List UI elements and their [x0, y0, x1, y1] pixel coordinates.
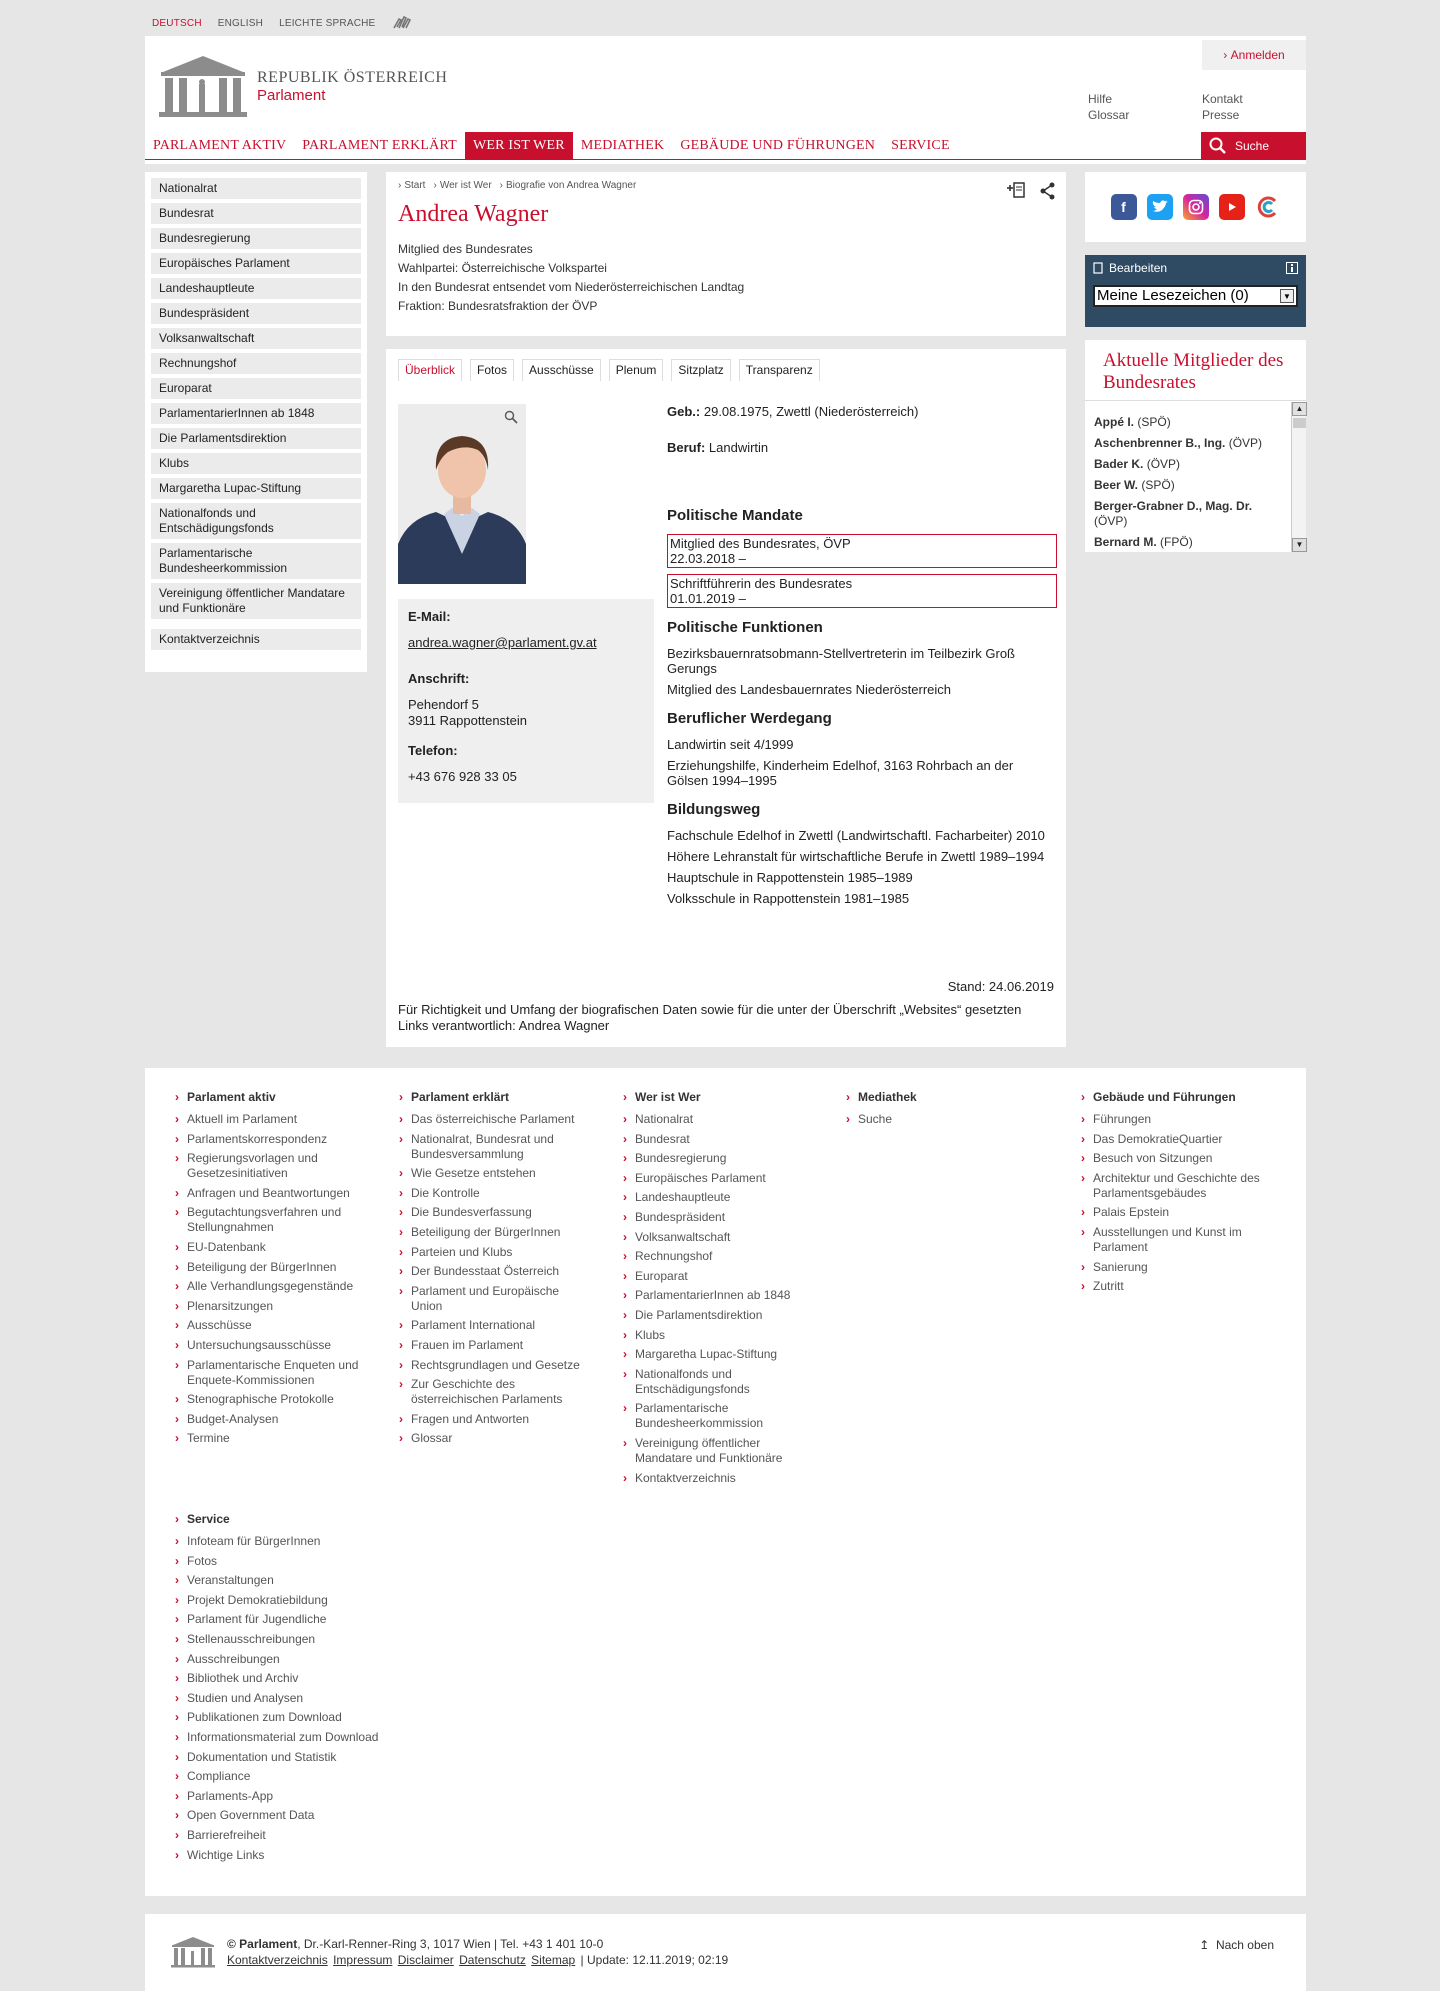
- footer-link[interactable]: › Frauen im Parlament: [411, 1338, 591, 1353]
- footer-link[interactable]: › Ausschreibungen: [187, 1652, 407, 1667]
- bio-line-role: Mitglied des Bundesrates: [398, 242, 533, 256]
- sidebar-item-bundesrat[interactable]: Bundesrat: [151, 203, 361, 224]
- lang-easy[interactable]: LEICHTE SPRACHE: [279, 18, 376, 29]
- site-header: [145, 36, 1306, 164]
- mandates-title: Politische Mandate: [667, 507, 803, 524]
- lang-english[interactable]: ENGLISH: [217, 18, 264, 29]
- footer-link[interactable]: › Bundesrat: [635, 1132, 805, 1147]
- last-updated: Stand: 24.06.2019: [947, 979, 1054, 994]
- tab-fotos[interactable]: Fotos: [470, 359, 514, 381]
- tab-ueberblick[interactable]: Überblick: [398, 359, 462, 381]
- footer-link[interactable]: › Parlamentskorrespondenz: [187, 1132, 367, 1147]
- footer-link[interactable]: › Bundespräsident: [635, 1210, 805, 1225]
- tab-sitzplatz[interactable]: Sitzplatz: [671, 359, 730, 381]
- footer-link[interactable]: › Fragen und Antworten: [411, 1412, 591, 1427]
- footer-link[interactable]: › Fotos: [187, 1554, 407, 1569]
- parliament-app-icon[interactable]: [1255, 194, 1281, 220]
- footer-link[interactable]: › Klubs: [635, 1328, 805, 1343]
- footer-link[interactable]: › Margaretha Lupac-Stiftung: [635, 1347, 805, 1362]
- bio-content: [386, 349, 1066, 1047]
- sidebar-nav: [145, 172, 367, 672]
- parliament-building-icon: [171, 1936, 215, 1968]
- footer-link[interactable]: › Europarat: [635, 1269, 805, 1284]
- footer-link[interactable]: › Stellenausschreibungen: [187, 1632, 407, 1647]
- footer-link[interactable]: › Suche: [858, 1112, 1008, 1127]
- footer-heading[interactable]: › Parlament erklärt: [411, 1090, 591, 1105]
- footer-link[interactable]: › Besuch von Sitzungen: [1093, 1151, 1263, 1166]
- parliament-logo[interactable]: [159, 54, 447, 118]
- nav-gebaeude[interactable]: GEBÄUDE UND FÜHRUNGEN: [680, 137, 876, 153]
- members-scrollbar[interactable]: [1291, 402, 1306, 552]
- education-item: Fachschule Edelhof in Zwettl (Landwirtschaftl. Facharbeiter) 2010: [667, 828, 1045, 843]
- sidebar-item-rechnungshof[interactable]: Rechnungshof: [151, 353, 361, 374]
- page-title: Andrea Wagner: [398, 201, 549, 227]
- education-title: Bildungsweg: [667, 801, 761, 818]
- address-label: Anschrift:: [408, 671, 470, 686]
- contact-box: [398, 599, 654, 803]
- phone-label: Telefon:: [408, 743, 458, 758]
- footer-link[interactable]: › Nationalrat: [635, 1112, 805, 1127]
- bio-tabs: [398, 359, 820, 381]
- portrait-image: [398, 404, 526, 584]
- bookmarks-select-value: Meine Lesezeichen (0): [1097, 287, 1249, 304]
- bookmark-icon: [1093, 262, 1103, 274]
- footer-heading[interactable]: › Gebäude und Führungen: [1093, 1090, 1263, 1105]
- profession-label: Beruf:: [667, 440, 706, 455]
- email-link[interactable]: andrea.wagner@parlament.gv.at: [408, 635, 597, 650]
- sidebar-item-bundesheerkommission[interactable]: Parlamentarische Bundesheerkommission: [151, 543, 361, 579]
- email-label: E-Mail:: [408, 609, 451, 624]
- sidebar-item-parlamentarier[interactable]: ParlamentarierInnen ab 1848: [151, 403, 361, 424]
- tab-plenum[interactable]: Plenum: [609, 359, 664, 381]
- member-item[interactable]: Beer W. (SPÖ): [1094, 478, 1175, 492]
- sidebar-item-landeshauptleute[interactable]: Landeshauptleute: [151, 278, 361, 299]
- footer-link[interactable]: › Untersuchungsausschüsse: [187, 1338, 367, 1353]
- sidebar-item-vereinigung[interactable]: Vereinigung öffentlicher Mandatare und Funktionäre: [151, 583, 361, 619]
- footer-link[interactable]: › Parteien und Klubs: [411, 1245, 591, 1260]
- tab-ausschuesse[interactable]: Ausschüsse: [522, 359, 601, 381]
- sidebar-item-europarat[interactable]: Europarat: [151, 378, 361, 399]
- footer-link[interactable]: › Zur Geschichte des österreichischen Parlaments: [411, 1377, 591, 1407]
- parliament-building-icon: [159, 54, 247, 118]
- footer-link[interactable]: › Parlament für Jugendliche: [187, 1612, 407, 1627]
- footer-sitemap: [145, 1068, 1306, 1896]
- search-button[interactable]: [1201, 132, 1306, 160]
- footer-link-kontaktverzeichnis[interactable]: Kontaktverzeichnis: [227, 1953, 328, 1967]
- bio-line-delegation: In den Bundesrat entsendet vom Niederösterreichischen Landtag: [398, 280, 745, 294]
- arrow-up-icon: ↥: [1199, 1938, 1210, 1952]
- page-footer: [145, 1914, 1306, 1991]
- language-bar: [152, 14, 413, 33]
- footer-link[interactable]: › Rechtsgrundlagen und Gesetze: [411, 1358, 591, 1373]
- education-item: Volksschule in Rappottenstein 1981–1985: [667, 891, 910, 906]
- help-link[interactable]: Hilfe: [1088, 92, 1113, 106]
- member-item[interactable]: Aschenbrenner B., Ing. (ÖVP): [1094, 436, 1263, 450]
- footer-link[interactable]: › Die Parlamentsdirektion: [635, 1308, 805, 1323]
- address-line2: 3911 Rappottenstein: [408, 713, 528, 728]
- footer-col-mediathek: [858, 1090, 1008, 1132]
- footer-link[interactable]: › Zutritt: [1093, 1279, 1263, 1294]
- education-item: Höhere Lehranstalt für wirtschaftliche Berufe in Zwettl 1989–1994: [667, 849, 1045, 864]
- scroll-thumb[interactable]: [1293, 418, 1306, 428]
- bookmarks-select[interactable]: [1093, 285, 1298, 307]
- bio-line-party: Wahlpartei: Österreichische Volkspartei: [398, 261, 607, 275]
- footer-link[interactable]: › Die Bundesverfassung: [411, 1205, 591, 1220]
- instagram-icon[interactable]: [1183, 194, 1209, 220]
- responsibility-note: Für Richtigkeit und Umfang der biografischen Daten sowie für die unter der Überschrift „Websites“ gesetzten Links verantwortlich: Andrea Wagner: [398, 1002, 1022, 1033]
- back-to-top-label: Nach oben: [1215, 1938, 1274, 1952]
- footer-link[interactable]: › Parlamentarische Enqueten und Enquete-Kommissionen: [187, 1358, 367, 1388]
- footer-link[interactable]: › Open Government Data: [187, 1808, 407, 1823]
- back-to-top-link[interactable]: [1199, 1938, 1274, 1952]
- footer-link[interactable]: › Beteiligung der BürgerInnen: [187, 1260, 367, 1275]
- birth-label: Geb.:: [667, 404, 701, 419]
- footer-link[interactable]: › Sanierung: [1093, 1260, 1263, 1275]
- nav-service[interactable]: SERVICE: [891, 137, 950, 153]
- bio-facts: [667, 404, 1057, 912]
- breadcrumb-start[interactable]: › Start: [398, 180, 425, 191]
- footer-col-parlament-erklaert: [411, 1090, 591, 1451]
- sign-language-icon[interactable]: [391, 14, 413, 33]
- tab-transparenz[interactable]: Transparenz: [739, 359, 820, 381]
- chevron-down-icon: ▼: [1280, 289, 1294, 303]
- breadcrumb-current: › Biografie von Andrea Wagner: [500, 180, 637, 191]
- footer-update: | Update: 12.11.2019; 02:19: [580, 1953, 729, 1967]
- footer-link[interactable]: › Bundesregierung: [635, 1151, 805, 1166]
- twitter-icon[interactable]: [1147, 194, 1173, 220]
- birth-value: 29.08.1975, Zwettl (Niederösterreich): [703, 404, 919, 419]
- footer-link[interactable]: › Projekt Demokratiebildung: [187, 1593, 407, 1608]
- login-label: Anmelden: [1230, 48, 1285, 62]
- footer-link[interactable]: › Budget-Analysen: [187, 1412, 367, 1427]
- facebook-icon[interactable]: f: [1111, 194, 1137, 220]
- footer-link[interactable]: › Plenarsitzungen: [187, 1299, 367, 1314]
- footer-link[interactable]: › Nationalfonds und Entschädigungsfonds: [635, 1367, 805, 1397]
- footer-link[interactable]: › Publikationen zum Download: [187, 1710, 407, 1725]
- sidebar-item-nationalfonds[interactable]: Nationalfonds und Entschädigungsfonds: [151, 503, 361, 539]
- share-icon[interactable]: [1040, 182, 1056, 200]
- footer-link-datenschutz[interactable]: Datenschutz: [459, 1953, 526, 1967]
- footer-link[interactable]: › EU-Datenbank: [187, 1240, 367, 1255]
- search-label: Suche: [1235, 139, 1270, 153]
- footer-link[interactable]: › Begutachtungsverfahren und Stellungnahmen: [187, 1205, 367, 1235]
- footer-link[interactable]: › Wichtige Links: [187, 1848, 407, 1863]
- logo-title: REPUBLIK ÖSTERREICH: [257, 68, 448, 86]
- footer-link[interactable]: › Studien und Analysen: [187, 1691, 407, 1706]
- footer-link[interactable]: › Nationalrat, Bundesrat und Bundesversammlung: [411, 1132, 591, 1162]
- footer-col-gebaeude: [1093, 1090, 1263, 1299]
- youtube-icon[interactable]: [1219, 194, 1245, 220]
- mandate-item[interactable]: [667, 534, 1057, 568]
- press-link[interactable]: Presse: [1202, 108, 1240, 122]
- bio-line-fraction: Fraktion: Bundesratsfraktion der ÖVP: [398, 299, 598, 313]
- address-line1: Pehendorf 5: [408, 697, 479, 712]
- nav-mediathek[interactable]: MEDIATHEK: [580, 137, 665, 153]
- footer-link[interactable]: › Bibliothek und Archiv: [187, 1671, 407, 1686]
- members-title: Aktuelle Mitglieder des Bundesrates: [1085, 340, 1306, 401]
- sidebar-item-kontaktverzeichnis[interactable]: Kontaktverzeichnis: [151, 629, 361, 650]
- footer-link[interactable]: › Parlament International: [411, 1318, 591, 1333]
- members-list: [1085, 401, 1288, 549]
- sidebar-item-parlamentsdirektion[interactable]: Die Parlamentsdirektion: [151, 428, 361, 449]
- function-item: Mitglied des Landesbauernrates Niederösterreich: [667, 682, 951, 697]
- social-links: [1085, 172, 1306, 242]
- login-button[interactable]: [1202, 40, 1306, 70]
- profession-value: Landwirtin: [708, 440, 769, 455]
- footer-link[interactable]: › Rechnungshof: [635, 1249, 805, 1264]
- footer-link[interactable]: › Anfragen und Beantwortungen: [187, 1186, 367, 1201]
- footer-link[interactable]: › Informationsmaterial zum Download: [187, 1730, 407, 1745]
- footer-link[interactable]: › Parlament und Europäische Union: [411, 1284, 591, 1314]
- function-item: Bezirksbauernratsobmann-Stellvertreterin im Teilbezirk Groß Gerungs: [667, 646, 1015, 676]
- footer-link[interactable]: › Glossar: [411, 1431, 591, 1446]
- career-item: Erziehungshilfe, Kinderheim Edelhof, 3163 Rohrbach an der Gölsen 1994–1995: [667, 758, 1014, 788]
- footer-link[interactable]: › Ausstellungen und Kunst im Parlament: [1093, 1225, 1263, 1255]
- chevron-right-icon: ›: [1223, 48, 1231, 62]
- scroll-down-icon[interactable]: ▼: [1292, 538, 1307, 552]
- footer-link[interactable]: › Wie Gesetze entstehen: [411, 1166, 591, 1181]
- functions-title: Politische Funktionen: [667, 619, 823, 636]
- footer-col-wer-ist-wer: [635, 1090, 805, 1490]
- bio-header: [386, 172, 1066, 336]
- contact-link[interactable]: Kontakt: [1202, 92, 1243, 106]
- footer-link[interactable]: › Infoteam für BürgerInnen: [187, 1534, 407, 1549]
- member-item[interactable]: Bernard M. (FPÖ): [1094, 535, 1193, 549]
- footer-link[interactable]: › Aktuell im Parlament: [187, 1112, 367, 1127]
- mandate-item[interactable]: [667, 574, 1057, 608]
- members-panel: [1085, 340, 1306, 552]
- portrait-photo[interactable]: [398, 404, 526, 584]
- career-item: Landwirtin seit 4/1999: [667, 737, 794, 752]
- education-item: Hauptschule in Rappottenstein 1985–1989: [667, 870, 913, 885]
- bookmark-add-icon[interactable]: [1006, 182, 1026, 200]
- sidebar-item-nationalrat[interactable]: Nationalrat: [151, 178, 361, 199]
- footer-address: , Dr.-Karl-Renner-Ring 3, 1017 Wien | Tel. +43 1 401 10-0: [297, 1937, 604, 1951]
- footer-link[interactable]: › Der Bundesstaat Österreich: [411, 1264, 591, 1279]
- scroll-up-icon[interactable]: ▲: [1292, 402, 1307, 416]
- footer-col-service: [187, 1512, 407, 1867]
- footer-link[interactable]: › Parlaments-App: [187, 1789, 407, 1804]
- footer-link[interactable]: › Volksanwaltschaft: [635, 1230, 805, 1245]
- footer-link[interactable]: › Palais Epstein: [1093, 1205, 1263, 1220]
- footer-link[interactable]: › Regierungsvorlagen und Gesetzesinitiativen: [187, 1151, 367, 1181]
- career-title: Beruflicher Werdegang: [667, 710, 832, 727]
- search-icon: [1209, 137, 1227, 155]
- footer-heading[interactable]: › Service: [187, 1512, 407, 1527]
- nav-wer-ist-wer[interactable]: WER IST WER: [465, 132, 573, 160]
- mandate-date: 01.01.2019 –: [670, 591, 746, 606]
- lang-deutsch[interactable]: DEUTSCH: [152, 18, 202, 29]
- sidebar-item-eu-parlament[interactable]: Europäisches Parlament: [151, 253, 361, 274]
- edit-label[interactable]: Bearbeiten: [1109, 261, 1168, 275]
- footer-link[interactable]: › Führungen: [1093, 1112, 1263, 1127]
- footer-link[interactable]: › Termine: [187, 1431, 367, 1446]
- footer-link[interactable]: › Die Kontrolle: [411, 1186, 591, 1201]
- main-nav: [145, 132, 1306, 160]
- logo-subtitle: Parlament: [257, 86, 326, 104]
- mandate-title: Schriftführerin des Bundesrates: [670, 576, 853, 591]
- breadcrumb: [398, 180, 1054, 191]
- footer-link-sitemap[interactable]: Sitemap: [531, 1953, 576, 1967]
- footer-heading[interactable]: › Wer ist Wer: [635, 1090, 805, 1105]
- footer-link[interactable]: › Das DemokratieQuartier: [1093, 1132, 1263, 1147]
- sidebar-item-bundespraesident[interactable]: Bundespräsident: [151, 303, 361, 324]
- bookmarks-panel: [1085, 255, 1306, 327]
- footer-link[interactable]: › Stenographische Protokolle: [187, 1392, 367, 1407]
- member-item[interactable]: Bader K. (ÖVP): [1094, 457, 1181, 471]
- glossary-link[interactable]: Glossar: [1088, 108, 1130, 122]
- footer-link[interactable]: › Vereinigung öffentlicher Mandatare und Funktionäre: [635, 1436, 805, 1466]
- footer-link[interactable]: › Dokumentation und Statistik: [187, 1750, 407, 1765]
- member-item[interactable]: Appé I. (SPÖ): [1094, 415, 1171, 429]
- footer-link[interactable]: › Parlamentarische Bundesheerkommission: [635, 1401, 805, 1431]
- member-item[interactable]: Berger-Grabner D., Mag. Dr. (ÖVP): [1094, 499, 1253, 528]
- footer-link[interactable]: › Europäisches Parlament: [635, 1171, 805, 1186]
- phone-number: +43 676 928 33 05: [408, 769, 517, 784]
- mandate-date: 22.03.2018 –: [670, 551, 746, 566]
- nav-parlament-aktiv[interactable]: PARLAMENT AKTIV: [153, 137, 287, 153]
- footer-link[interactable]: › Architektur und Geschichte des Parlamentsgebäudes: [1093, 1171, 1263, 1201]
- sidebar-item-lupac[interactable]: Margaretha Lupac-Stiftung: [151, 478, 361, 499]
- footer-link[interactable]: › Das österreichische Parlament: [411, 1112, 591, 1127]
- footer-col-parlament-aktiv: [187, 1090, 367, 1451]
- footer-heading[interactable]: › Mediathek: [858, 1090, 1008, 1105]
- zoom-icon[interactable]: [504, 410, 518, 424]
- footer-heading[interactable]: › Parlament aktiv: [187, 1090, 367, 1105]
- footer-link[interactable]: › Kontaktverzeichnis: [635, 1471, 805, 1486]
- nav-parlament-erklaert[interactable]: PARLAMENT ERKLÄRT: [302, 137, 457, 153]
- sidebar-item-bundesregierung[interactable]: Bundesregierung: [151, 228, 361, 249]
- sidebar-item-klubs[interactable]: Klubs: [151, 453, 361, 474]
- footer-link[interactable]: › Barrierefreiheit: [187, 1828, 407, 1843]
- footer-link[interactable]: › Ausschüsse: [187, 1318, 367, 1333]
- footer-link[interactable]: › Landeshauptleute: [635, 1190, 805, 1205]
- sidebar-item-volksanwaltschaft[interactable]: Volksanwaltschaft: [151, 328, 361, 349]
- footer-org: © Parlament: [227, 1937, 298, 1951]
- footer-link[interactable]: › Veranstaltungen: [187, 1573, 407, 1588]
- footer-link[interactable]: › Beteiligung der BürgerInnen: [411, 1225, 591, 1240]
- footer-link-impressum[interactable]: Impressum: [333, 1953, 393, 1967]
- footer-link[interactable]: › ParlamentarierInnen ab 1848: [635, 1288, 805, 1303]
- breadcrumb-wer-ist-wer[interactable]: › Wer ist Wer: [433, 180, 491, 191]
- info-icon[interactable]: [1286, 262, 1298, 274]
- mandate-title: Mitglied des Bundesrates, ÖVP: [670, 536, 851, 551]
- footer-link-disclaimer[interactable]: Disclaimer: [397, 1953, 454, 1967]
- footer-link[interactable]: › Alle Verhandlungsgegenstände: [187, 1279, 367, 1294]
- footer-link[interactable]: › Compliance: [187, 1769, 407, 1784]
